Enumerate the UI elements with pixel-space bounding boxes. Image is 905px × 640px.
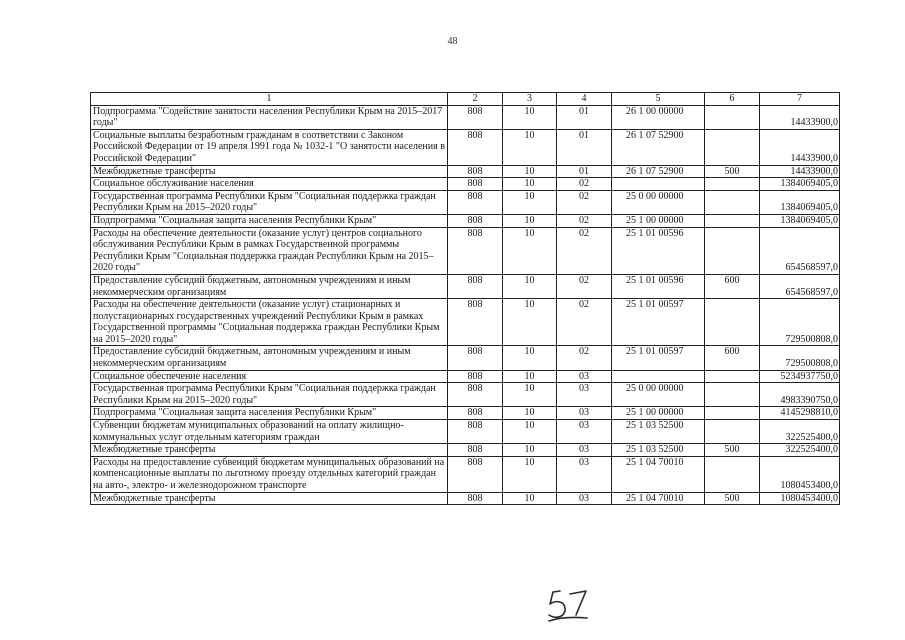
amount-cell: 1080453400,0	[760, 492, 840, 505]
section-code-cell: 10	[503, 407, 557, 420]
ministry-code-cell: 808	[448, 129, 503, 165]
amount-cell: 14433900,0	[760, 129, 840, 165]
table-row	[91, 456, 840, 492]
section-code-cell: 10	[503, 299, 557, 346]
row-name-cell: Межбюджетные трансферты	[91, 492, 448, 505]
subsection-code-cell: 01	[557, 165, 612, 178]
handwritten-underline	[549, 617, 587, 621]
expense-type-cell	[705, 105, 760, 129]
table-row	[91, 105, 840, 129]
row-name-cell: Подпрограмма "Содействие занятости населения Республики Крым на 2015–2017 годы"	[91, 105, 448, 129]
table-row	[91, 346, 840, 370]
ministry-code-cell: 808	[448, 214, 503, 227]
target-article-cell: 26 1 07 52900	[612, 129, 705, 165]
ministry-code-cell: 808	[448, 370, 503, 383]
row-name-cell: Государственная программа Республики Крым "Социальная поддержка граждан Республики Крым на 2015–2020 годы"	[91, 383, 448, 407]
ministry-code-cell: 808	[448, 190, 503, 214]
target-article-cell: 26 1 00 00000	[612, 105, 705, 129]
subsection-code-cell: 01	[557, 105, 612, 129]
subsection-code-cell: 03	[557, 492, 612, 505]
section-code-cell: 10	[503, 227, 557, 274]
amount-cell: 14433900,0	[760, 165, 840, 178]
row-name-cell: Расходы на предоставление субвенций бюджетам муниципальных образований на компенсационные выплаты по льготному проезду отдельных категорий граждан на авто-, электро- и железнодорожном транспорте	[91, 456, 448, 492]
budget-table	[90, 92, 840, 505]
table-header-row	[91, 93, 840, 106]
table-row	[91, 370, 840, 383]
handwritten-digit-5	[549, 591, 565, 617]
subsection-code-cell: 03	[557, 370, 612, 383]
row-name-cell: Предоставление субсидий бюджетным, автономным учреждениям и иным некоммерческим организациям	[91, 274, 448, 298]
header-cell: 7	[760, 93, 840, 106]
row-name-cell: Межбюджетные трансферты	[91, 444, 448, 457]
expense-type-cell	[705, 456, 760, 492]
section-code-cell: 10	[503, 165, 557, 178]
table-row	[91, 214, 840, 227]
amount-cell: 1384069405,0	[760, 214, 840, 227]
row-name-cell: Социальное обеспечение населения	[91, 370, 448, 383]
ministry-code-cell: 808	[448, 420, 503, 444]
section-code-cell: 10	[503, 346, 557, 370]
ministry-code-cell: 808	[448, 227, 503, 274]
amount-cell: 322525400,0	[760, 420, 840, 444]
target-article-cell: 25 0 00 00000	[612, 383, 705, 407]
amount-cell: 1384069405,0	[760, 178, 840, 191]
section-code-cell: 10	[503, 420, 557, 444]
ministry-code-cell: 808	[448, 105, 503, 129]
ministry-code-cell: 808	[448, 165, 503, 178]
subsection-code-cell: 02	[557, 227, 612, 274]
target-article-cell: 25 0 00 00000	[612, 190, 705, 214]
table-row	[91, 383, 840, 407]
row-name-cell: Межбюджетные трансферты	[91, 165, 448, 178]
subsection-code-cell: 02	[557, 346, 612, 370]
section-code-cell: 10	[503, 105, 557, 129]
header-cell: 5	[612, 93, 705, 106]
row-name-cell: Расходы на обеспечение деятельности (оказание услуг) центров социального обслуживания Республики Крым в рамках Государственной программы Республики Крым "Социальная поддержка граждан Республики Крым на 2015–2020 годы"	[91, 227, 448, 274]
expense-type-cell: 600	[705, 346, 760, 370]
table-row	[91, 129, 840, 165]
target-article-cell: 25 1 01 00597	[612, 346, 705, 370]
table-row	[91, 492, 840, 505]
section-code-cell: 10	[503, 492, 557, 505]
target-article-cell: 25 1 00 00000	[612, 407, 705, 420]
target-article-cell: 25 1 01 00597	[612, 299, 705, 346]
header-cell: 3	[503, 93, 557, 106]
target-article-cell: 25 1 03 52500	[612, 444, 705, 457]
row-name-cell: Подпрограмма "Социальная защита населения Республики Крым"	[91, 407, 448, 420]
section-code-cell: 10	[503, 214, 557, 227]
header-cell: 2	[448, 93, 503, 106]
section-code-cell: 10	[503, 178, 557, 191]
amount-cell: 5234937750,0	[760, 370, 840, 383]
row-name-cell: Социальное обслуживание населения	[91, 178, 448, 191]
amount-cell: 322525400,0	[760, 444, 840, 457]
expense-type-cell	[705, 370, 760, 383]
expense-type-cell: 500	[705, 165, 760, 178]
target-article-cell	[612, 178, 705, 191]
expense-type-cell	[705, 129, 760, 165]
ministry-code-cell: 808	[448, 492, 503, 505]
target-article-cell	[612, 370, 705, 383]
expense-type-cell: 500	[705, 444, 760, 457]
subsection-code-cell: 02	[557, 214, 612, 227]
expense-type-cell	[705, 299, 760, 346]
amount-cell: 654568597,0	[760, 274, 840, 298]
expense-type-cell: 500	[705, 492, 760, 505]
target-article-cell: 25 1 01 00596	[612, 227, 705, 274]
section-code-cell: 10	[503, 129, 557, 165]
amount-cell: 1080453400,0	[760, 456, 840, 492]
header-cell: 6	[705, 93, 760, 106]
amount-cell: 729500808,0	[760, 299, 840, 346]
target-article-cell: 25 1 04 70010	[612, 456, 705, 492]
page-number: 48	[447, 36, 458, 47]
section-code-cell: 10	[503, 444, 557, 457]
subsection-code-cell: 03	[557, 420, 612, 444]
subsection-code-cell: 03	[557, 383, 612, 407]
ministry-code-cell: 808	[448, 274, 503, 298]
section-code-cell: 10	[503, 274, 557, 298]
section-code-cell: 10	[503, 190, 557, 214]
header-cell: 1	[91, 93, 448, 106]
amount-cell: 4983390750,0	[760, 383, 840, 407]
section-code-cell: 10	[503, 456, 557, 492]
expense-type-cell: 600	[705, 274, 760, 298]
row-name-cell: Расходы на обеспечение деятельности (оказание услуг) стационарных и полустационарных государственных учреждений Республики Крым в рамках Государственной программы "Социальная поддержка граждан Республики Крым на 2015–2020 годы"	[91, 299, 448, 346]
ministry-code-cell: 808	[448, 456, 503, 492]
row-name-cell: Социальные выплаты безработным гражданам в соответствии с Законом Российской Федерации от 19 апреля 1991 года № 1032-1 "О занятости населения в Российской Федерации"	[91, 129, 448, 165]
row-name-cell: Государственная программа Республики Крым "Социальная поддержка граждан Республики Крым на 2015–2020 годы"	[91, 190, 448, 214]
expense-type-cell	[705, 214, 760, 227]
ministry-code-cell: 808	[448, 299, 503, 346]
table-row	[91, 420, 840, 444]
amount-cell: 729500808,0	[760, 346, 840, 370]
target-article-cell: 25 1 01 00596	[612, 274, 705, 298]
ministry-code-cell: 808	[448, 346, 503, 370]
row-name-cell: Подпрограмма "Социальная защита населения Республики Крым"	[91, 214, 448, 227]
table-row	[91, 190, 840, 214]
table-row	[91, 165, 840, 178]
subsection-code-cell: 02	[557, 274, 612, 298]
table-row	[91, 274, 840, 298]
row-name-cell: Предоставление субсидий бюджетным, автономным учреждениям и иным некоммерческим организациям	[91, 346, 448, 370]
expense-type-cell	[705, 190, 760, 214]
subsection-code-cell: 02	[557, 190, 612, 214]
handwritten-digit-7	[570, 591, 586, 615]
target-article-cell: 25 1 03 52500	[612, 420, 705, 444]
expense-type-cell	[705, 383, 760, 407]
ministry-code-cell: 808	[448, 444, 503, 457]
subsection-code-cell: 02	[557, 178, 612, 191]
table-row	[91, 444, 840, 457]
amount-cell: 14433900,0	[760, 105, 840, 129]
expense-type-cell	[705, 227, 760, 274]
subsection-code-cell: 03	[557, 444, 612, 457]
section-code-cell: 10	[503, 383, 557, 407]
subsection-code-cell: 03	[557, 407, 612, 420]
subsection-code-cell: 03	[557, 456, 612, 492]
amount-cell: 654568597,0	[760, 227, 840, 274]
header-cell: 4	[557, 93, 612, 106]
expense-type-cell	[705, 407, 760, 420]
section-code-cell: 10	[503, 370, 557, 383]
target-article-cell: 25 1 04 70010	[612, 492, 705, 505]
row-name-cell: Субвенции бюджетам муниципальных образований на оплату жилищно-коммунальных услуг отдельным категориям граждан	[91, 420, 448, 444]
target-article-cell: 26 1 07 52900	[612, 165, 705, 178]
expense-type-cell	[705, 178, 760, 191]
table-row	[91, 407, 840, 420]
ministry-code-cell: 808	[448, 383, 503, 407]
ministry-code-cell: 808	[448, 178, 503, 191]
expense-type-cell	[705, 420, 760, 444]
amount-cell: 1384069405,0	[760, 190, 840, 214]
table-row	[91, 227, 840, 274]
target-article-cell: 25 1 00 00000	[612, 214, 705, 227]
table-row	[91, 299, 840, 346]
subsection-code-cell: 02	[557, 299, 612, 346]
ministry-code-cell: 808	[448, 407, 503, 420]
table-row	[91, 178, 840, 191]
subsection-code-cell: 01	[557, 129, 612, 165]
amount-cell: 4145298810,0	[760, 407, 840, 420]
